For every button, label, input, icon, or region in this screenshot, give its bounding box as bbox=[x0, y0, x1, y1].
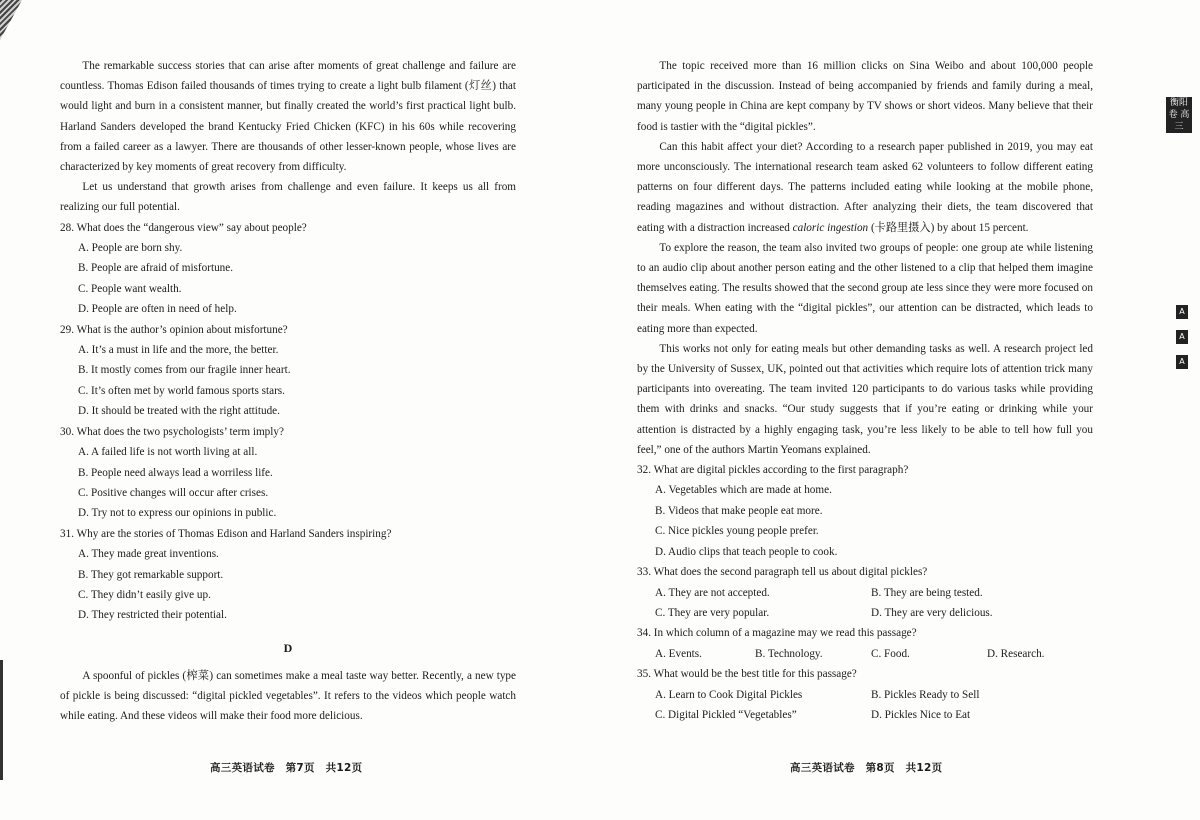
side-marker: A bbox=[1176, 330, 1188, 344]
option: C. Food. bbox=[871, 647, 910, 660]
question-stem: 33. What does the second paragraph tell us about digital pickles? bbox=[637, 566, 928, 579]
passage-paragraph: Let us understand that growth arises from challenge and even failure. It keeps us all from realizing our full potential. bbox=[60, 181, 516, 214]
option: C. They didn’t easily give up. bbox=[78, 588, 211, 601]
question-32 bbox=[637, 460, 1093, 562]
question-34 bbox=[637, 623, 1093, 664]
option: A. People are born shy. bbox=[78, 242, 183, 255]
option: B. They are being tested. bbox=[871, 586, 983, 599]
option: D. Pickles Nice to Eat bbox=[871, 708, 971, 721]
question-33 bbox=[637, 562, 1093, 623]
option: C. Nice pickles young people prefer. bbox=[655, 525, 819, 538]
option: D. People are often in need of help. bbox=[78, 303, 237, 316]
passage-paragraph: The remarkable success stories that can arise after moments of great challenge and failure are countless. Thomas Edison failed thousands of times trying to create a light bulb filament (灯丝) that would light and burn in a consistent manner, but finally created the world’s first practical light bulb. Harland Sanders developed the brand Kentucky Fried Chicken (KFC) in his 60s while recovering from a failed career as a lawyer. There are thousands of other lesser-known people, whose lives are characterized by key moments of great recovery from difficulty. bbox=[60, 60, 516, 174]
scan-corner-mark bbox=[0, 0, 22, 40]
option: B. They got remarkable support. bbox=[78, 568, 224, 581]
question-stem: 34. In which column of a magazine may we read this passage? bbox=[637, 627, 917, 640]
option: D. Research. bbox=[987, 647, 1045, 660]
option: A. They made great inventions. bbox=[78, 548, 219, 561]
question-stem: 31. Why are the stories of Thomas Edison and Harland Sanders inspiring? bbox=[60, 527, 392, 540]
passage-paragraph: This works not only for eating meals but other demanding tasks as well. A research project led by the University of Sussex, UK, pointed out that activities which require lots of attention trick many participants into overeating. The team invited 120 participants to do various tasks while providing them with drinks and snacks. “Our study suggests that if you’re eating or drinking while your attention is distracted by a highly engaging task, you’re less likely to be able to tell how full you feel,” one of the authors Martin Yeomans explained. bbox=[637, 342, 1093, 456]
option: A. Learn to Cook Digital Pickles bbox=[655, 688, 803, 701]
option: B. It mostly comes from our fragile inner heart. bbox=[78, 364, 291, 377]
passage-paragraph: To explore the reason, the team also invited two groups of people: one group ate while listening to an audio clip about another person eating and the other listened to a clip that helped them imagine themselves eating. The results showed that the second group ate less since they were more focused on their meals. When eating with the “digital pickles”, our attention can be distracted, which leads to eating more than expected. bbox=[637, 241, 1093, 335]
side-marker: A bbox=[1176, 305, 1188, 319]
scan-edge-line bbox=[0, 660, 3, 780]
passage-paragraph: A spoonful of pickles (榨菜) can sometimes make a meal taste way better. Recently, a new type of pickle is being discussed: “digital pickled vegetables”. It refers to the videos which people watch while eating. And these videos will make their food more delicious. bbox=[60, 669, 516, 723]
option: D. Audio clips that teach people to cook. bbox=[655, 545, 838, 558]
option: C. People want wealth. bbox=[78, 282, 182, 295]
question-stem: 29. What is the author’s opinion about misfortune? bbox=[60, 323, 288, 336]
option: A. They are not accepted. bbox=[655, 586, 770, 599]
option: A. A failed life is not worth living at all. bbox=[78, 446, 258, 459]
option: A. Events. bbox=[655, 647, 702, 660]
question-stem: 30. What does the two psychologists’ term imply? bbox=[60, 425, 284, 438]
option-grid bbox=[637, 644, 1093, 664]
italic-term: caloric ingestion bbox=[792, 221, 869, 234]
question-29 bbox=[60, 320, 516, 422]
page-footer-left: 高三英语试卷 第7页 共12页 bbox=[210, 762, 363, 774]
side-marker: A bbox=[1176, 355, 1188, 369]
option: B. Technology. bbox=[755, 647, 823, 660]
right-column bbox=[637, 56, 1093, 725]
option-grid bbox=[637, 685, 1093, 726]
passage-paragraph: The topic received more than 16 million clicks on Sina Weibo and about 100,000 people participated in the discussion. Instead of being accompanied by friends and family during a meal, many young people in China are kept company by TV shows or short videos. Many believe that their food is tastier with the “digital pickles”. bbox=[637, 60, 1093, 133]
option: B. Videos that make people eat more. bbox=[655, 504, 823, 517]
left-column bbox=[60, 56, 516, 726]
question-31 bbox=[60, 524, 516, 626]
text-segment: Can this habit affect your diet? According to a research paper published in 2019, you may eat more unconsciously. The international research team asked 62 volunteers to follow different eating patterns on four different days. The patterns included eating while looking at the mobile phone, reading magazines and without distraction. After analyzing their diets, the team discovered that eating with a distraction increased bbox=[637, 140, 1093, 234]
page-footer-right: 高三英语试卷 第8页 共12页 bbox=[790, 762, 943, 774]
option: C. It’s often met by world famous sports stars. bbox=[78, 384, 285, 397]
text-segment: (卡路里摄入) by about 15 percent. bbox=[868, 221, 1029, 234]
question-stem: 28. What does the “dangerous view” say about people? bbox=[60, 221, 307, 234]
section-heading: D bbox=[283, 640, 293, 655]
option: C. Digital Pickled “Vegetables” bbox=[655, 708, 797, 721]
question-stem: 32. What are digital pickles according to the first paragraph? bbox=[637, 464, 909, 477]
question-35 bbox=[637, 664, 1093, 725]
option: D. They restricted their potential. bbox=[78, 609, 227, 622]
option: D. They are very delicious. bbox=[871, 606, 993, 619]
option: B. People need always lead a worriless life. bbox=[78, 466, 273, 479]
option: C. They are very popular. bbox=[655, 606, 770, 619]
option: A. It’s a must in life and the more, the better. bbox=[78, 344, 279, 357]
question-30 bbox=[60, 422, 516, 524]
option-grid bbox=[637, 583, 1093, 624]
option: D. Try not to express our opinions in public. bbox=[78, 507, 277, 520]
option: A. Vegetables which are made at home. bbox=[655, 484, 832, 497]
question-stem: 35. What would be the best title for this passage? bbox=[637, 668, 857, 681]
option: D. It should be treated with the right attitude. bbox=[78, 405, 280, 418]
question-28 bbox=[60, 218, 516, 320]
passage-paragraph bbox=[637, 137, 1093, 238]
option: B. Pickles Ready to Sell bbox=[871, 688, 980, 701]
option: C. Positive changes will occur after crises. bbox=[78, 486, 269, 499]
option: B. People are afraid of misfortune. bbox=[78, 262, 234, 275]
side-exam-tab: 衡阳卷 高三 bbox=[1166, 97, 1192, 133]
